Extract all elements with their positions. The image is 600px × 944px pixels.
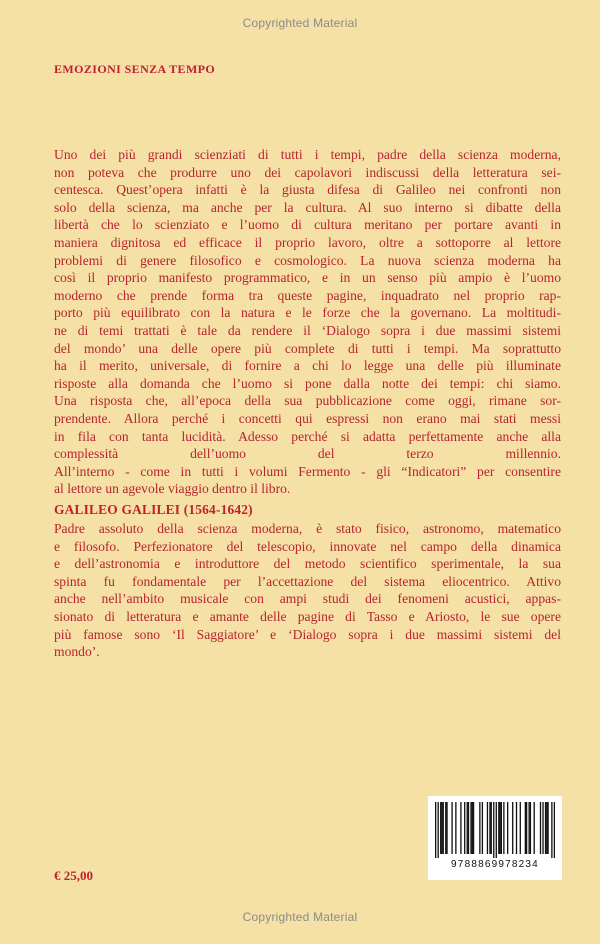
isbn-number: 9788869978234 bbox=[451, 859, 539, 870]
book-blurb bbox=[54, 146, 561, 498]
barcode-bar bbox=[545, 802, 546, 854]
barcode-bar bbox=[467, 802, 468, 854]
barcode-bar bbox=[435, 802, 436, 858]
barcode-bar bbox=[455, 802, 456, 854]
barcode-bar bbox=[489, 802, 490, 854]
blurb-line: All’interno - come in tutti i volumi Fermento - gli “Indicatori” per consentire bbox=[54, 463, 561, 479]
barcode-bar bbox=[482, 802, 483, 854]
barcode-bar bbox=[540, 802, 541, 854]
barcode-bar bbox=[554, 802, 555, 858]
barcode-bar bbox=[472, 802, 473, 854]
barcode-bars bbox=[435, 802, 555, 858]
barcode-bar bbox=[501, 802, 502, 854]
bio-line: spinta fu fondamentale per l’accettazione del sistema eliocentrico. Attivo bbox=[54, 573, 561, 589]
barcode-bar bbox=[451, 802, 452, 854]
barcode-bar bbox=[534, 802, 535, 854]
blurb-line: non poteva che produrre uno dei capolavori indiscussi della letteratura sei- bbox=[54, 164, 561, 180]
blurb-line: Una risposta che, all’epoca della sua pubblicazione come oggi, rimane sor- bbox=[54, 393, 561, 409]
bio-line: e filosofo. Perfezionatore del telescopio, innovate nel campo della dinamica bbox=[54, 538, 561, 554]
price-label: € 25,00 bbox=[54, 868, 93, 883]
blurb-line: centesca. Quest’opera infatti è la giusta difesa di Galileo nei confronti non bbox=[54, 182, 561, 198]
barcode-bar bbox=[525, 802, 526, 854]
bio-line: e dell’astronomia e introduttore del metodo scientifico sperimentale, la sua bbox=[54, 556, 561, 572]
barcode-bar bbox=[443, 802, 444, 854]
barcode-bar bbox=[468, 802, 469, 854]
barcode-bar bbox=[520, 802, 521, 854]
barcode-bar bbox=[516, 802, 517, 854]
barcode-bar bbox=[441, 802, 442, 854]
bio-line: anche nell’ambito musicale con ampi studi dei fenomeni acustici, appas- bbox=[54, 591, 561, 607]
barcode-bar bbox=[464, 802, 465, 854]
blurb-line: prendente. Allora perché i concetti qui espressi non erano mai stati messi bbox=[54, 410, 561, 426]
blurb-line: complessità dell’uomo del terzo millennio. bbox=[54, 446, 561, 462]
barcode-bar bbox=[445, 802, 446, 854]
barcode-bar bbox=[460, 802, 461, 854]
barcode-bar bbox=[547, 802, 548, 854]
barcode-bar bbox=[498, 802, 499, 854]
barcode-bar bbox=[473, 802, 474, 854]
bio-line: mondo’. bbox=[54, 644, 100, 660]
author-heading: GALILEO GALILEI (1564-1642) bbox=[54, 502, 253, 517]
blurb-line: ne di temi trattati è tale da rendere il ‘Dialogo sopra i due massimi sistemi bbox=[54, 322, 561, 338]
barcode-bar bbox=[479, 802, 480, 854]
barcode-bar bbox=[530, 802, 531, 854]
barcode-bar bbox=[446, 802, 447, 854]
barcode-bar bbox=[470, 802, 471, 854]
barcode-bar bbox=[496, 802, 497, 858]
barcode-bar bbox=[491, 802, 492, 854]
barcode-bar bbox=[440, 802, 441, 854]
blurb-line: porto più equilibrato con la natura e le forze che la governano. La moltitudi- bbox=[54, 305, 561, 321]
blurb-line: solo della scienza, ma anche per la cultura. Al suo interno si dibatte della bbox=[54, 199, 561, 215]
author-bio bbox=[54, 520, 561, 661]
barcode-bar bbox=[503, 802, 504, 854]
blurb-line: risposte alla domanda che l’uomo si pone dalla notte dei tempi: chi siamo. bbox=[54, 375, 561, 391]
copyright-watermark-top: Copyrighted Material bbox=[242, 16, 358, 30]
barcode-bar bbox=[526, 802, 527, 854]
barcode-bar bbox=[542, 802, 543, 854]
bio-line: sionato di letteratura e amante delle pagine di Tasso e Ariosto, le sue opere bbox=[54, 608, 561, 624]
blurb-line: Uno dei più grandi scienziati di tutti i tempi, padre della scienza moderna, bbox=[54, 147, 561, 162]
blurb-line: al lettore un agevole viaggio dentro il libro. bbox=[54, 481, 291, 497]
blurb-line: problemi di genere filosofico e cosmologico. La nuova scienza moderna ha bbox=[54, 252, 561, 268]
bio-line: Padre assoluto della scienza moderna, è stato fisico, astronomo, matematico bbox=[54, 521, 561, 536]
isbn-barcode bbox=[428, 796, 562, 880]
blurb-line: maniera dignitosa ed efficace il proprio lavoro, oltre a sottoporre al lettore bbox=[54, 234, 561, 250]
barcode-bar bbox=[512, 802, 513, 854]
blurb-line: in fila con tanta lucidità. Adesso perché si adatta perfettamente anche alla bbox=[54, 428, 561, 444]
barcode-bar bbox=[507, 802, 508, 854]
barcode-bar bbox=[438, 802, 439, 858]
barcode-bar bbox=[499, 802, 500, 854]
barcode-bar bbox=[551, 802, 552, 858]
barcode-bar bbox=[487, 802, 488, 854]
barcode-bar bbox=[528, 802, 529, 854]
bio-line: più famose sono ‘Il Saggiatore’ e ‘Dialogo sopra i due massimi sistemi del bbox=[54, 626, 561, 642]
copyright-watermark-bottom: Copyrighted Material bbox=[242, 910, 358, 924]
blurb-line: ha il merito, universale, di fornire a chi lo legge una delle più illuminate bbox=[54, 358, 561, 374]
blurb-line: moderno che prende forma tra queste pagine, inquadrato nel proprio rap- bbox=[54, 287, 561, 303]
blurb-line: così il proprio manifesto programmatico, e in un senso più ampio è l’uomo bbox=[54, 270, 561, 286]
series-title: EMOZIONI SENZA TEMPO bbox=[54, 62, 216, 76]
barcode-bar bbox=[546, 802, 547, 854]
blurb-line: libertà che lo scienziato e l’uomo di cultura meritano per portare avanti in bbox=[54, 217, 561, 233]
blurb-line: del mondo’ una delle opere più complete di tutti i tempi. Ma soprattutto bbox=[54, 340, 561, 356]
barcode-bar bbox=[493, 802, 494, 858]
